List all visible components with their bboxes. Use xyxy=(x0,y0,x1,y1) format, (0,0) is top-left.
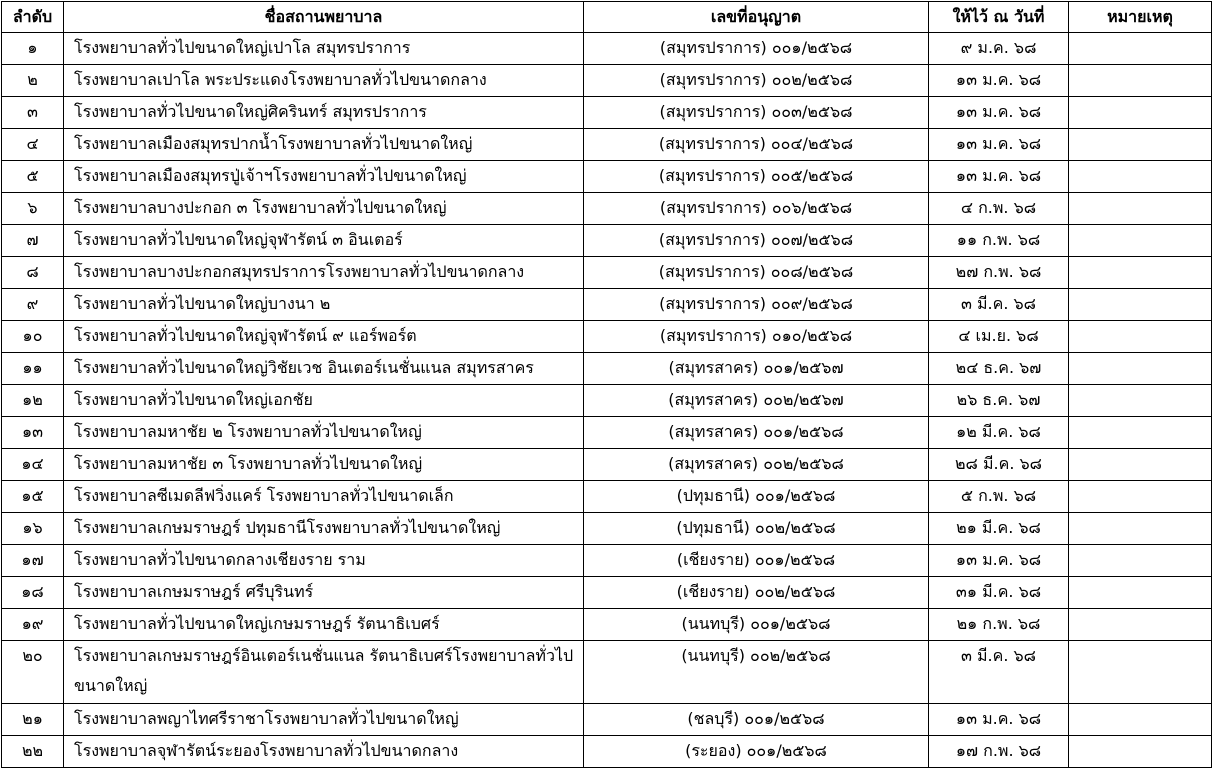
cell-name: โรงพยาบาลทั่วไปขนาดใหญ่เกษมราษฎร์ รัตนาธิเบศร์ xyxy=(64,609,584,641)
cell-name: โรงพยาบาลทั่วไปขนาดใหญ่จุฬารัตน์ ๙ แอร์พอร์ต xyxy=(64,321,584,353)
table-row xyxy=(2,545,1212,577)
table-row xyxy=(2,257,1212,289)
cell-date: ๑๓ ม.ค. ๖๘ xyxy=(929,129,1069,161)
cell-date: ๕ ก.พ. ๖๘ xyxy=(929,481,1069,513)
cell-no: ๑๔ xyxy=(2,449,64,481)
cell-date: ๑๓ ม.ค. ๖๘ xyxy=(929,161,1069,193)
cell-date: ๑๓ ม.ค. ๖๘ xyxy=(929,704,1069,736)
cell-no: ๖ xyxy=(2,193,64,225)
cell-remark xyxy=(1069,257,1212,289)
cell-no: ๑๕ xyxy=(2,481,64,513)
cell-date: ๒๗ ก.พ. ๖๘ xyxy=(929,257,1069,289)
cell-license: (สมุทรสาคร) ๐๐๑/๒๕๖๗ xyxy=(584,353,929,385)
table-row xyxy=(2,641,1212,704)
table-body xyxy=(2,33,1212,768)
cell-date: ๓๑ มี.ค. ๖๘ xyxy=(929,577,1069,609)
cell-license: (สมุทรปราการ) ๐๐๕/๒๕๖๘ xyxy=(584,161,929,193)
cell-remark xyxy=(1069,193,1212,225)
cell-remark xyxy=(1069,129,1212,161)
cell-date: ๔ เม.ย. ๖๘ xyxy=(929,321,1069,353)
cell-no: ๑๒ xyxy=(2,385,64,417)
cell-name: โรงพยาบาลเกษมราษฎร์อินเตอร์เนชั่นแนล รัตนาธิเบศร์โรงพยาบาลทั่วไปขนาดใหญ่ xyxy=(64,641,584,704)
cell-no: ๒ xyxy=(2,65,64,97)
cell-remark xyxy=(1069,385,1212,417)
cell-date: ๔ ก.พ. ๖๘ xyxy=(929,193,1069,225)
cell-name: โรงพยาบาลเมืองสมุทรปู่เจ้าฯโรงพยาบาลทั่วไปขนาดใหญ่ xyxy=(64,161,584,193)
table-row xyxy=(2,481,1212,513)
table-row xyxy=(2,321,1212,353)
cell-license: (สมุทรปราการ) ๐๐๒/๒๕๖๘ xyxy=(584,65,929,97)
table-row xyxy=(2,193,1212,225)
cell-remark xyxy=(1069,289,1212,321)
cell-license: (ระยอง) ๐๐๑/๒๕๖๘ xyxy=(584,736,929,768)
cell-no: ๑๙ xyxy=(2,609,64,641)
cell-license: (นนทบุรี) ๐๐๑/๒๕๖๘ xyxy=(584,609,929,641)
cell-name: โรงพยาบาลเกษมราษฎร์ ปทุมธานีโรงพยาบาลทั่วไปขนาดใหญ่ xyxy=(64,513,584,545)
header-name: ชื่อสถานพยาบาล xyxy=(64,2,584,33)
table-row xyxy=(2,704,1212,736)
cell-remark xyxy=(1069,321,1212,353)
table-row xyxy=(2,417,1212,449)
cell-date: ๓ มี.ค. ๖๘ xyxy=(929,641,1069,704)
cell-remark xyxy=(1069,161,1212,193)
cell-date: ๓ มี.ค. ๖๘ xyxy=(929,289,1069,321)
cell-no: ๓ xyxy=(2,97,64,129)
cell-name: โรงพยาบาลบางปะกอกสมุทรปราการโรงพยาบาลทั่วไปขนาดกลาง xyxy=(64,257,584,289)
cell-no: ๑๓ xyxy=(2,417,64,449)
cell-license: (สมุทรสาคร) ๐๐๒/๒๕๖๘ xyxy=(584,449,929,481)
cell-date: ๑๓ ม.ค. ๖๘ xyxy=(929,545,1069,577)
cell-no: ๒๒ xyxy=(2,736,64,768)
cell-license: (สมุทรปราการ) ๐๐๗/๒๕๖๘ xyxy=(584,225,929,257)
cell-remark xyxy=(1069,704,1212,736)
cell-name: โรงพยาบาลทั่วไปขนาดใหญ่จุฬารัตน์ ๓ อินเตอร์ xyxy=(64,225,584,257)
cell-date: ๒๖ ธ.ค. ๖๗ xyxy=(929,385,1069,417)
cell-no: ๒๐ xyxy=(2,641,64,704)
table-row xyxy=(2,97,1212,129)
cell-name: โรงพยาบาลเมืองสมุทรปากน้ำโรงพยาบาลทั่วไปขนาดใหญ่ xyxy=(64,129,584,161)
cell-license: (สมุทรสาคร) ๐๐๑/๒๕๖๘ xyxy=(584,417,929,449)
cell-date: ๑๒ มี.ค. ๖๘ xyxy=(929,417,1069,449)
table-row xyxy=(2,33,1212,65)
cell-remark xyxy=(1069,736,1212,768)
cell-remark xyxy=(1069,481,1212,513)
cell-license: (ปทุมธานี) ๐๐๒/๒๕๖๘ xyxy=(584,513,929,545)
cell-date: ๑๗ ก.พ. ๖๘ xyxy=(929,736,1069,768)
cell-remark xyxy=(1069,353,1212,385)
cell-date: ๑๓ ม.ค. ๖๘ xyxy=(929,97,1069,129)
cell-license: (สมุทรปราการ) ๐๐๖/๒๕๖๘ xyxy=(584,193,929,225)
cell-name: โรงพยาบาลมหาชัย ๓ โรงพยาบาลทั่วไปขนาดใหญ่ xyxy=(64,449,584,481)
table-row xyxy=(2,513,1212,545)
cell-name: โรงพยาบาลทั่วไปขนาดกลางเชียงราย ราม xyxy=(64,545,584,577)
cell-no: ๗ xyxy=(2,225,64,257)
table-row xyxy=(2,225,1212,257)
cell-remark xyxy=(1069,641,1212,704)
table-row xyxy=(2,129,1212,161)
cell-remark xyxy=(1069,225,1212,257)
cell-no: ๑๗ xyxy=(2,545,64,577)
cell-remark xyxy=(1069,449,1212,481)
cell-date: ๒๘ มี.ค. ๖๘ xyxy=(929,449,1069,481)
cell-remark xyxy=(1069,417,1212,449)
cell-name: โรงพยาบาลมหาชัย ๒ โรงพยาบาลทั่วไปขนาดใหญ่ xyxy=(64,417,584,449)
cell-name: โรงพยาบาลซีเมดลีฟวิ่งแคร์ โรงพยาบาลทั่วไปขนาดเล็ก xyxy=(64,481,584,513)
header-remark: หมายเหตุ xyxy=(1069,2,1212,33)
cell-name: โรงพยาบาลทั่วไปขนาดใหญ่ศิครินทร์ สมุทรปราการ xyxy=(64,97,584,129)
header-no: ลำดับ xyxy=(2,2,64,33)
cell-license: (สมุทรปราการ) ๐๐๘/๒๕๖๘ xyxy=(584,257,929,289)
cell-date: ๒๑ มี.ค. ๖๘ xyxy=(929,513,1069,545)
table-row xyxy=(2,449,1212,481)
cell-no: ๔ xyxy=(2,129,64,161)
cell-name: โรงพยาบาลเปาโล พระประแดงโรงพยาบาลทั่วไปขนาดกลาง xyxy=(64,65,584,97)
cell-license: (เชียงราย) ๐๐๒/๒๕๖๘ xyxy=(584,577,929,609)
cell-license: (นนทบุรี) ๐๐๒/๒๕๖๘ xyxy=(584,641,929,704)
cell-license: (สมุทรปราการ) ๐๑๐/๒๕๖๘ xyxy=(584,321,929,353)
cell-remark xyxy=(1069,33,1212,65)
header-license: เลขที่อนุญาต xyxy=(584,2,929,33)
cell-name: โรงพยาบาลเกษมราษฎร์ ศรีบุรินทร์ xyxy=(64,577,584,609)
cell-date: ๑๑ ก.พ. ๖๘ xyxy=(929,225,1069,257)
table-row xyxy=(2,65,1212,97)
cell-name: โรงพยาบาลบางปะกอก ๓ โรงพยาบาลทั่วไปขนาดใหญ่ xyxy=(64,193,584,225)
table-row xyxy=(2,609,1212,641)
cell-no: ๑ xyxy=(2,33,64,65)
cell-name: โรงพยาบาลทั่วไปขนาดใหญ่เปาโล สมุทรปราการ xyxy=(64,33,584,65)
cell-no: ๑๑ xyxy=(2,353,64,385)
cell-license: (สมุทรปราการ) ๐๐๔/๒๕๖๘ xyxy=(584,129,929,161)
cell-remark xyxy=(1069,65,1212,97)
cell-no: ๘ xyxy=(2,257,64,289)
cell-no: ๑๘ xyxy=(2,577,64,609)
cell-remark xyxy=(1069,545,1212,577)
cell-remark xyxy=(1069,577,1212,609)
cell-no: ๒๑ xyxy=(2,704,64,736)
cell-license: (สมุทรปราการ) ๐๐๑/๒๕๖๘ xyxy=(584,33,929,65)
cell-license: (เชียงราย) ๐๐๑/๒๕๖๘ xyxy=(584,545,929,577)
cell-date: ๒๑ ก.พ. ๖๘ xyxy=(929,609,1069,641)
cell-name: โรงพยาบาลทั่วไปขนาดใหญ่บางนา ๒ xyxy=(64,289,584,321)
header-row xyxy=(2,2,1212,33)
cell-no: ๑๐ xyxy=(2,321,64,353)
cell-license: (ปทุมธานี) ๐๐๑/๒๕๖๘ xyxy=(584,481,929,513)
cell-no: ๙ xyxy=(2,289,64,321)
cell-license: (ชลบุรี) ๐๐๑/๒๕๖๘ xyxy=(584,704,929,736)
table-row xyxy=(2,353,1212,385)
cell-date: ๙ ม.ค. ๖๘ xyxy=(929,33,1069,65)
table-row xyxy=(2,385,1212,417)
cell-license: (สมุทรปราการ) ๐๐๙/๒๕๖๘ xyxy=(584,289,929,321)
hospital-license-table xyxy=(1,1,1212,768)
cell-no: ๑๖ xyxy=(2,513,64,545)
table-row xyxy=(2,289,1212,321)
cell-name: โรงพยาบาลจุฬารัตน์ระยองโรงพยาบาลทั่วไปขนาดกลาง xyxy=(64,736,584,768)
cell-name: โรงพยาบาลพญาไทศรีราชาโรงพยาบาลทั่วไปขนาดใหญ่ xyxy=(64,704,584,736)
cell-date: ๑๓ ม.ค. ๖๘ xyxy=(929,65,1069,97)
cell-remark xyxy=(1069,97,1212,129)
cell-date: ๒๔ ธ.ค. ๖๗ xyxy=(929,353,1069,385)
cell-remark xyxy=(1069,609,1212,641)
cell-no: ๕ xyxy=(2,161,64,193)
table-row xyxy=(2,161,1212,193)
cell-name: โรงพยาบาลทั่วไปขนาดใหญ่วิชัยเวช อินเตอร์เนชั่นแนล สมุทรสาคร xyxy=(64,353,584,385)
table-row xyxy=(2,736,1212,768)
table-row xyxy=(2,577,1212,609)
header-date: ให้ไว้ ณ วันที่ xyxy=(929,2,1069,33)
cell-name: โรงพยาบาลทั่วไปขนาดใหญ่เอกชัย xyxy=(64,385,584,417)
cell-remark xyxy=(1069,513,1212,545)
cell-license: (สมุทรปราการ) ๐๐๓/๒๕๖๘ xyxy=(584,97,929,129)
cell-license: (สมุทรสาคร) ๐๐๒/๒๕๖๗ xyxy=(584,385,929,417)
